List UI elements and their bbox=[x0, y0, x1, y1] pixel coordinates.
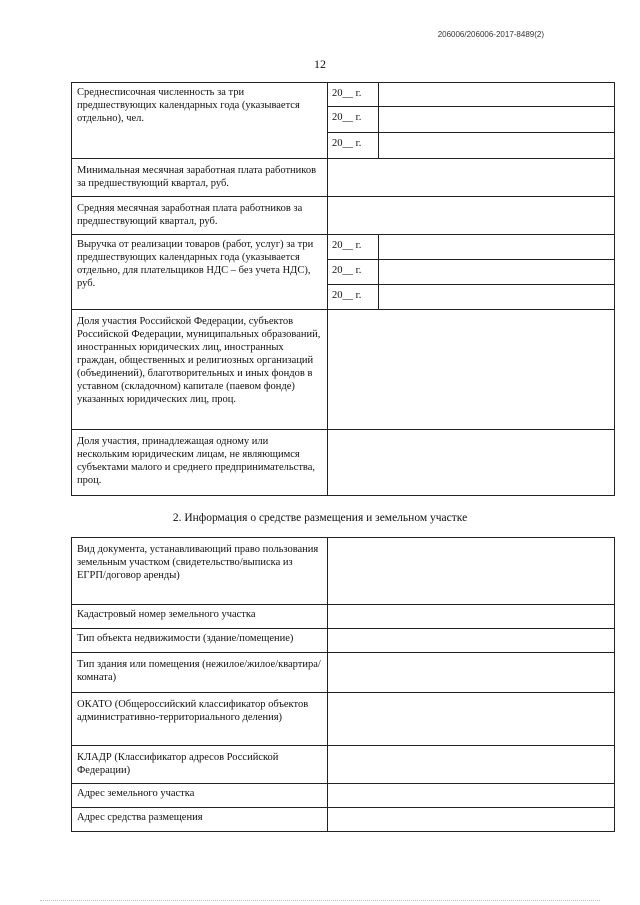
okato-value[interactable] bbox=[328, 693, 615, 746]
building-type-label: Тип здания или помещения (нежилое/жилое/квартира/комната) bbox=[72, 653, 328, 693]
state-share-value[interactable] bbox=[328, 310, 615, 430]
section-2-title: 2. Информация о средстве размещения и земельном участке bbox=[172, 512, 468, 524]
state-share-label: Доля участия Российской Федерации, субъектов Российской Федерации, муниципальных образований, иностранных юридических лиц, иностранных граждан, общественных и религиозных организаций (объединений), благотворительных и иных фондов в уставном (складочном) капитале (паевом фонде) указанных юридических лиц, проц. bbox=[72, 310, 328, 430]
cadastral-number-value[interactable] bbox=[328, 605, 615, 629]
year-mark: 20__ г. bbox=[328, 107, 379, 133]
property-type-value[interactable] bbox=[328, 629, 615, 653]
legal-entity-share-value[interactable] bbox=[328, 430, 615, 496]
avg-wage-value[interactable] bbox=[328, 197, 615, 235]
year-mark: 20__ г. bbox=[328, 235, 379, 260]
accommodation-land-table bbox=[71, 537, 615, 832]
cadastral-number-label: Кадастровый номер земельного участка bbox=[72, 605, 328, 629]
accommodation-address-label: Адрес средства размещения bbox=[72, 808, 328, 832]
land-right-document-label: Вид документа, устанавливающий право пользования земельным участком (свидетельство/выписка из ЕГРП/договор аренды) bbox=[72, 538, 328, 605]
year-mark: 20__ г. bbox=[328, 285, 379, 310]
revenue-value-1[interactable] bbox=[379, 235, 615, 260]
year-mark: 20__ г. bbox=[328, 260, 379, 285]
building-type-value[interactable] bbox=[328, 653, 615, 693]
revenue-value-3[interactable] bbox=[379, 285, 615, 310]
year-mark: 20__ г. bbox=[328, 83, 379, 107]
min-wage-label: Минимальная месячная заработная плата работников за предшествующий квартал, руб. bbox=[72, 159, 328, 197]
document-id: 206006/206006-2017-8489(2) bbox=[437, 30, 544, 39]
land-address-label: Адрес земельного участка bbox=[72, 784, 328, 808]
avg-headcount-value-3[interactable] bbox=[379, 133, 615, 159]
page-number: 12 bbox=[314, 57, 326, 71]
land-right-document-value[interactable] bbox=[328, 538, 615, 605]
scan-artifact bbox=[40, 898, 600, 901]
accommodation-address-value[interactable] bbox=[328, 808, 615, 832]
kladr-value[interactable] bbox=[328, 746, 615, 784]
land-address-value[interactable] bbox=[328, 784, 615, 808]
min-wage-value[interactable] bbox=[328, 159, 615, 197]
legal-entity-share-label: Доля участия, принадлежащая одному или нескольким юридическим лицам, не являющимся субъектами малого и среднего предпринимательства, проц. bbox=[72, 430, 328, 496]
kladr-label: КЛАДР (Классификатор адресов Российской Федерации) bbox=[72, 746, 328, 784]
enterprise-info-table bbox=[71, 82, 615, 496]
avg-headcount-label: Среднесписочная численность за три предшествующих календарных года (указывается отдельно), чел. bbox=[72, 83, 328, 159]
revenue-label: Выручка от реализации товаров (работ, услуг) за три предшествующих календарных года (указывается отдельно, для плательщиков НДС – без учета НДС), руб. bbox=[72, 235, 328, 310]
revenue-value-2[interactable] bbox=[379, 260, 615, 285]
avg-headcount-value-1[interactable] bbox=[379, 83, 615, 107]
property-type-label: Тип объекта недвижимости (здание/помещение) bbox=[72, 629, 328, 653]
avg-wage-label: Средняя месячная заработная плата работников за предшествующий квартал, руб. bbox=[72, 197, 328, 235]
avg-headcount-value-2[interactable] bbox=[379, 107, 615, 133]
year-mark: 20__ г. bbox=[328, 133, 379, 159]
okato-label: ОКАТО (Общероссийский классификатор объектов административно-территориального деления) bbox=[72, 693, 328, 746]
